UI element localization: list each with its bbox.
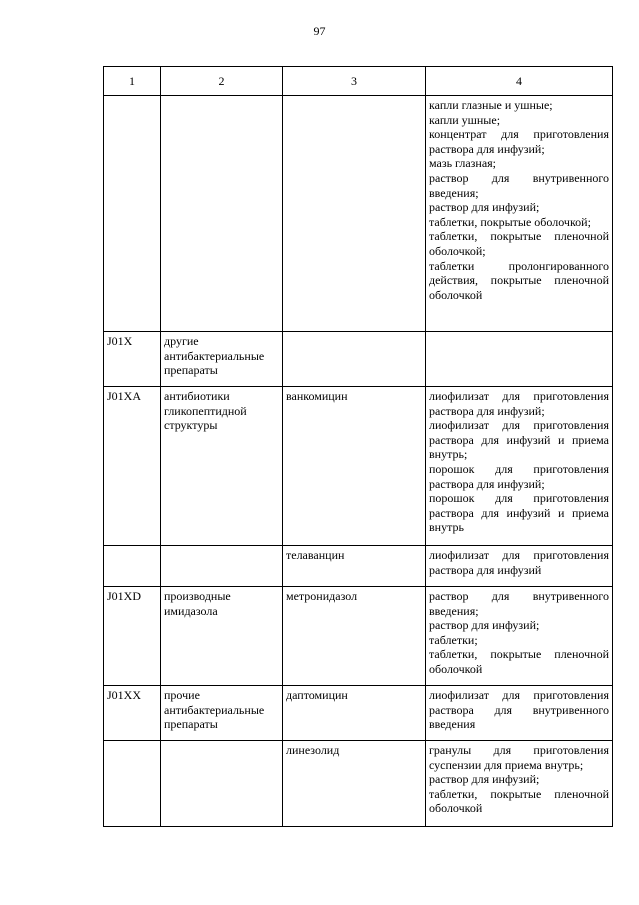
- dosage-form: раствор для инфузий;: [429, 772, 540, 787]
- page-number: 97: [313, 24, 326, 38]
- forms-cell: [426, 546, 613, 587]
- table-row: [104, 387, 613, 546]
- group-cell: прочие антибактериальные препараты: [161, 686, 283, 741]
- table-row: [104, 546, 613, 587]
- forms-cell: [426, 686, 613, 741]
- drug-cell: [283, 332, 426, 387]
- drug-cell: линезолид: [283, 741, 426, 827]
- dosage-form: капли глазные и ушные;: [429, 98, 553, 112]
- drug-cell: [283, 96, 426, 332]
- dosage-form: раствор для инфузий;: [429, 200, 540, 215]
- forms-cell: [426, 587, 613, 686]
- forms-cell: [426, 387, 613, 546]
- dosage-form: раствор для инфузий;: [429, 618, 540, 633]
- atc-code-cell: [104, 546, 161, 587]
- dosage-form: капли ушные;: [429, 112, 501, 127]
- atc-code-cell: [104, 96, 161, 332]
- header-cell: 2: [161, 67, 283, 96]
- table-row: [104, 741, 613, 827]
- atc-code-cell: J01XA: [104, 387, 161, 546]
- group-cell: [161, 96, 283, 332]
- dosage-form: лиофилизат для приготовления раствора для внутривенного введения: [429, 688, 609, 732]
- drug-cell: телаванцин: [283, 546, 426, 587]
- header-cell: 1: [104, 67, 161, 96]
- drug-table: [103, 66, 613, 827]
- atc-code-cell: J01X: [104, 332, 161, 387]
- drug-cell: метронидазол: [283, 587, 426, 686]
- dosage-form: таблетки;: [429, 632, 478, 647]
- table-row: [104, 686, 613, 741]
- forms-cell: [426, 96, 613, 332]
- dosage-form: гранулы для приготовления суспензии для приема внутрь;: [429, 743, 609, 772]
- table-row: [104, 332, 613, 387]
- dosage-form: лиофилизат для приготовления раствора для инфузий и приема внутрь;: [429, 418, 609, 462]
- atc-code-cell: J01XD: [104, 587, 161, 686]
- table-header-row: [104, 67, 613, 96]
- dosage-form: лиофилизат для приготовления раствора для инфузий;: [429, 389, 609, 418]
- header-cell: 4: [426, 67, 613, 96]
- forms-cell: [426, 741, 613, 827]
- table-row: [104, 96, 613, 332]
- dosage-form: таблетки пролонгированного действия, покрытые пленочной оболочкой: [429, 258, 609, 302]
- dosage-form: раствор для внутривенного введения;: [429, 589, 609, 618]
- dosage-form: мазь глазная;: [429, 156, 497, 171]
- dosage-form: лиофилизат для приготовления раствора для инфузий: [429, 548, 609, 577]
- forms-cell: [426, 332, 613, 387]
- dosage-form: порошок для приготовления раствора для инфузий;: [429, 461, 609, 491]
- group-cell: другие антибактериальные препараты: [161, 332, 283, 387]
- dosage-form: концентрат для приготовления раствора для инфузий;: [429, 127, 609, 156]
- dosage-form: раствор для внутривенного введения;: [429, 170, 609, 200]
- dosage-form: таблетки, покрытые пленочной оболочкой;: [429, 229, 609, 258]
- table-row: [104, 587, 613, 686]
- atc-code-cell: [104, 741, 161, 827]
- group-cell: производные имидазола: [161, 587, 283, 686]
- atc-code-cell: J01XX: [104, 686, 161, 741]
- group-cell: [161, 546, 283, 587]
- dosage-form: таблетки, покрытые пленочной оболочкой: [429, 786, 609, 816]
- dosage-form: таблетки, покрытые пленочной оболочкой: [429, 647, 609, 676]
- drug-cell: ванкомицин: [283, 387, 426, 546]
- drug-cell: даптомицин: [283, 686, 426, 741]
- dosage-form: таблетки, покрытые оболочкой;: [429, 214, 591, 229]
- dosage-form: порошок для приготовления раствора для инфузий и приема внутрь: [429, 491, 609, 535]
- header-cell: 3: [283, 67, 426, 96]
- group-cell: [161, 741, 283, 827]
- group-cell: антибиотики гликопептидной структуры: [161, 387, 283, 546]
